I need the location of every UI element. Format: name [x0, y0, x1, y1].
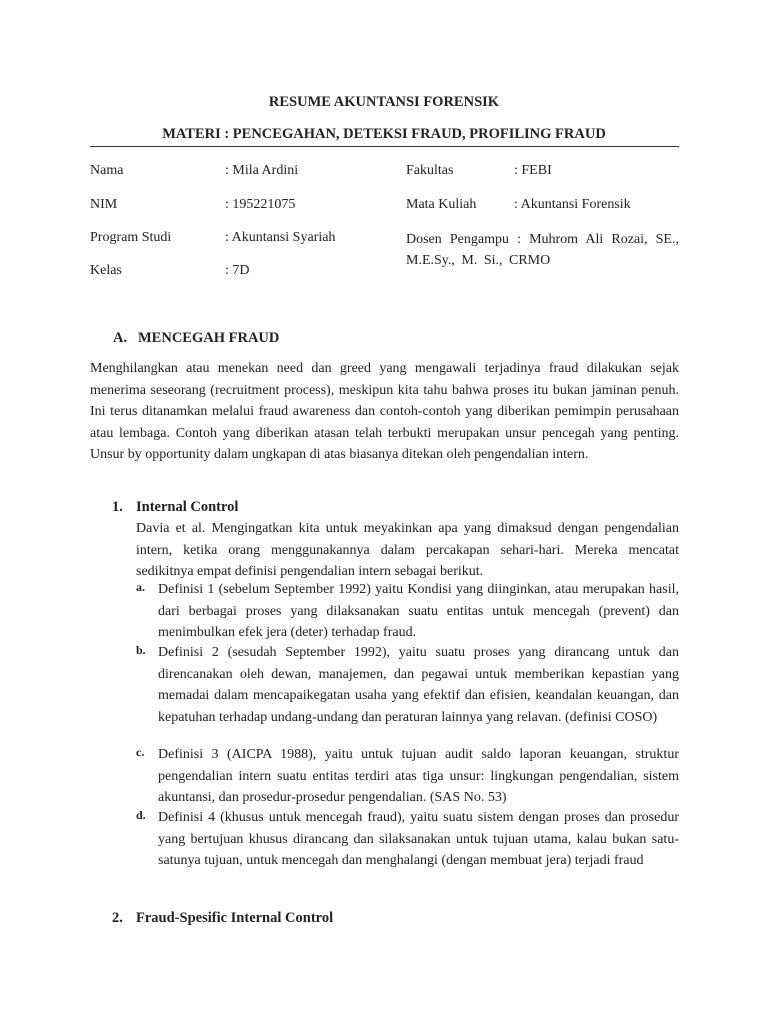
section-a-letter: A.	[113, 330, 128, 346]
program-studi-value: : Akuntansi Syariah	[225, 230, 336, 245]
fraud-specific-title: Fraud-Spesific Internal Control	[136, 910, 334, 926]
internal-control-paragraph: Davia et al. Mengingatkan kita untuk meyakinkan apa yang dimaksud dengan pengendalian intern, ketika orang menggunakannya dalam percakapan sehari-hari. Mereka mencatat sedikitnya empat definisi pengendalian intern sebagai berikut.	[136, 521, 679, 579]
definition-item	[136, 807, 679, 872]
internal-control-heading	[112, 499, 238, 516]
nama-label: Nama	[90, 163, 124, 178]
definition-letter: b.	[136, 643, 146, 657]
program-studi-label: Program Studi	[90, 230, 172, 245]
internal-control-title: Internal Control	[136, 499, 239, 515]
definition-item	[136, 579, 679, 644]
fraud-specific-heading	[112, 910, 333, 927]
definition-item	[136, 744, 679, 809]
kelas-value: : 7D	[225, 263, 250, 278]
fakultas-label: Fakultas	[406, 163, 454, 178]
mata-kuliah-value: : Akuntansi Forensik	[514, 197, 631, 212]
definition-text: Definisi 3 (AICPA 1988), yaitu untuk tujuan audit saldo laporan keuangan, struktur pengendalian intern suatu entitas terdiri atas tiga unsur: lingkungan pengendalian, sistem akuntansi, dan prosedur-prosedur pengendalian. (SAS No. 53)	[158, 747, 679, 805]
fraud-specific-number: 2.	[112, 910, 123, 926]
document-subtitle: MATERI : PENCEGAHAN, DETEKSI FRAUD, PROFILING FRAUD	[162, 126, 606, 142]
kelas-label: Kelas	[90, 263, 122, 278]
document-title: RESUME AKUNTANSI FORENSIK	[268, 94, 500, 110]
definition-letter: d.	[136, 808, 146, 822]
section-a-heading	[113, 330, 279, 347]
definition-letter: c.	[136, 745, 145, 759]
definition-text: Definisi 1 (sebelum September 1992) yaitu Kondisi yang diinginkan, atau merupakan hasil, dari berbagai proses yang dilaksanakan suatu entitas untuk mencegah (prevent) dan menimbulkan efek jera (deter) terhadap fraud.	[158, 582, 679, 640]
definition-letter: a.	[136, 580, 145, 594]
section-a-title: MENCEGAH FRAUD	[138, 330, 280, 346]
definition-text: Definisi 2 (sesudah September 1992), yaitu suatu proses yang dirancang untuk dan direncanakan oleh dewan, manajemen, dan pegawai untuk memberikan kepastian yang memadai dalam mencapaikegatan usaha yang efektif dan efisien, keandalan keuangan, dan kepatuhan terhadap undang-undang dan peraturan lainnya yang relavan. (definisi COSO)	[158, 645, 679, 725]
internal-control-number: 1.	[112, 499, 123, 515]
fakultas-value: : FEBI	[514, 163, 552, 178]
definition-text: Definisi 4 (khusus untuk mencegah fraud), yaitu suatu sistem dengan proses dan prosedur yang bertujuan khusus dirancang dan silaksanakan untuk tujuan utama, kalau bukan satu-satunya tujuan, untuk mencegah dan menghalangi (dengan membuat jera) terjadi fraud	[158, 810, 679, 868]
mata-kuliah-label: Mata Kuliah	[406, 197, 477, 212]
header-divider	[90, 146, 679, 147]
dosen-pengampu: Dosen Pengampu : Muhrom Ali Rozai, SE., M.E.Sy., M. Si., CRMO	[406, 232, 679, 268]
section-a-paragraph: Menghilangkan atau menekan need dan greed yang mengawali terjadinya fraud dilakukan sejak menerima seseorang (recruitment process), meskipun kita tahu bahwa proses itu bukan jaminan penuh. Ini terus ditanamkan melalui fraud awareness dan contoh-contoh yang diberikan pemimpin perusahaan atau lembaga. Contoh yang diberikan atasan telah terbukti merupakan unsur pencegah yang penting. Unsur by opportunity dalam ungkapan di atas biasanya ditekan oleh pengendalian intern.	[90, 361, 679, 462]
nim-value: : 195221075	[225, 197, 296, 212]
nama-value: : Mila Ardini	[225, 163, 299, 178]
definition-item	[136, 642, 679, 728]
nim-label: NIM	[90, 197, 118, 212]
